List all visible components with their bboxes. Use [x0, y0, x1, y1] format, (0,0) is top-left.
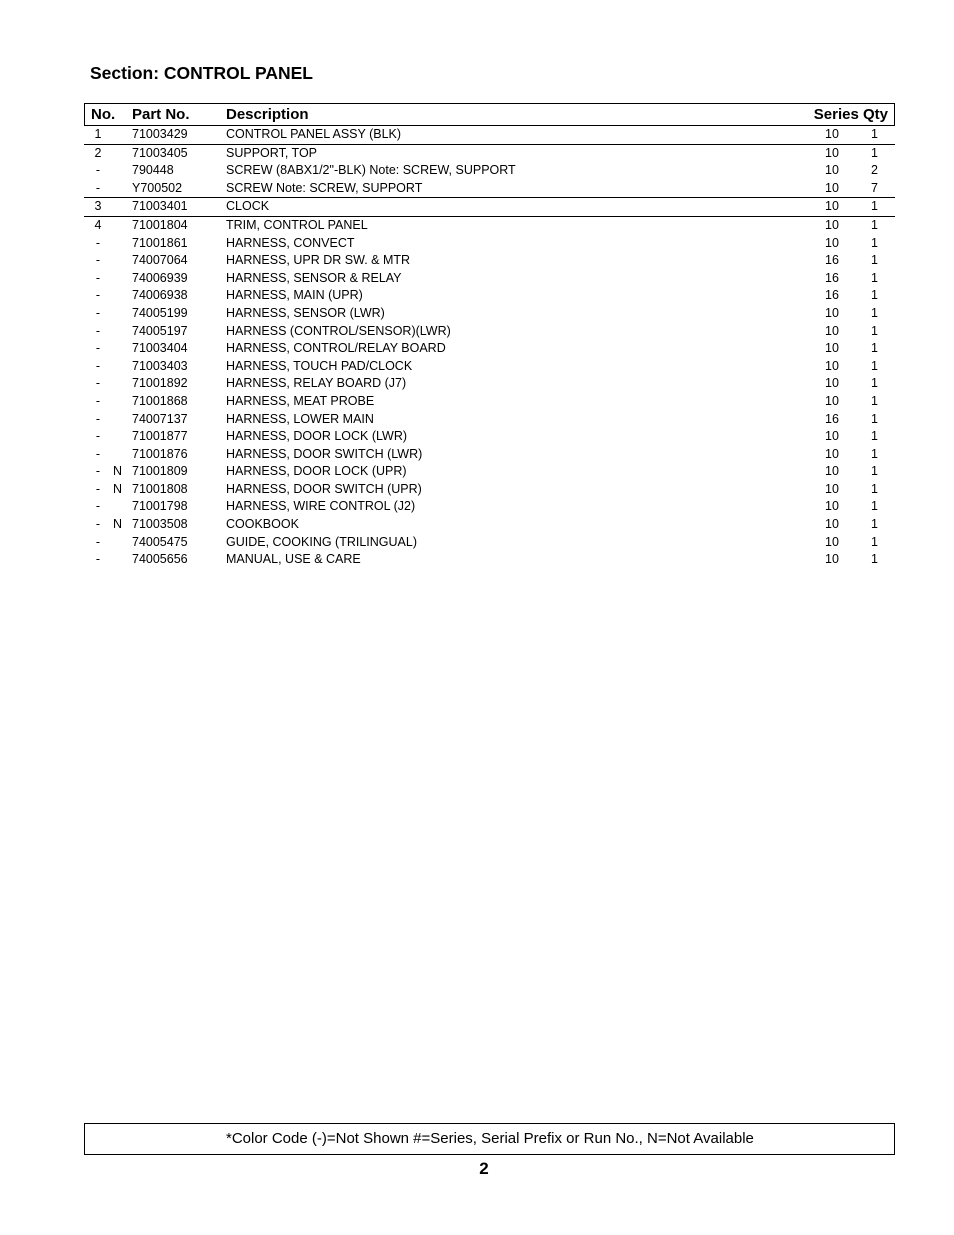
quantity: 1	[871, 199, 878, 214]
header-description: Description	[226, 106, 309, 123]
item-number: -	[95, 499, 101, 514]
description: GUIDE, COOKING (TRILINGUAL)	[226, 534, 417, 549]
item-number: -	[95, 376, 101, 391]
table-row	[84, 463, 895, 481]
quantity: 1	[871, 305, 878, 320]
series: 10	[825, 323, 839, 338]
series: 10	[825, 217, 839, 232]
table-row	[84, 197, 895, 216]
description: HARNESS, DOOR SWITCH (LWR)	[226, 446, 423, 461]
series: 10	[825, 180, 839, 195]
description: COOKBOOK	[226, 517, 299, 532]
series: 10	[825, 446, 839, 461]
series: 10	[825, 499, 839, 514]
part-number: 71003508	[132, 517, 188, 532]
table-row	[84, 180, 895, 198]
quantity: 1	[871, 481, 878, 496]
description: CLOCK	[226, 199, 270, 214]
part-number: 71003401	[132, 199, 188, 214]
quantity: 1	[871, 358, 878, 373]
part-number: 74005656	[132, 552, 188, 567]
description: HARNESS, CONTROL/RELAY BOARD	[226, 341, 446, 356]
series: 10	[825, 199, 839, 214]
table-row	[84, 216, 895, 235]
series: 10	[825, 358, 839, 373]
item-number: -	[95, 411, 101, 426]
series: 16	[825, 270, 839, 285]
item-number: -	[95, 253, 101, 268]
series: 10	[825, 517, 839, 532]
item-number: -	[95, 446, 101, 461]
description: HARNESS, UPR DR SW. & MTR	[226, 253, 411, 268]
part-number: 71003403	[132, 358, 188, 373]
description: TRIM, CONTROL PANEL	[226, 217, 368, 232]
item-number: -	[95, 552, 101, 567]
item-number: 4	[94, 217, 102, 232]
quantity: 1	[871, 552, 878, 567]
series: 16	[825, 411, 839, 426]
quantity: 1	[871, 376, 878, 391]
quantity: 1	[871, 429, 878, 444]
series: 10	[825, 552, 839, 567]
part-number: 74006938	[132, 288, 188, 303]
table-row	[84, 428, 895, 446]
description: HARNESS, DOOR SWITCH (UPR)	[226, 481, 422, 496]
part-number: 71001804	[132, 217, 188, 232]
table-row	[84, 162, 895, 180]
description: HARNESS, DOOR LOCK (LWR)	[226, 429, 408, 444]
parts-table	[84, 103, 895, 569]
table-row	[84, 270, 895, 288]
description: HARNESS, MAIN (UPR)	[226, 288, 363, 303]
part-number: 71003405	[132, 145, 188, 160]
availability-flag: N	[113, 481, 123, 496]
series: 10	[825, 464, 839, 479]
table-body	[84, 126, 895, 569]
description: HARNESS, RELAY BOARD (J7)	[226, 376, 407, 391]
table-row	[84, 375, 895, 393]
quantity: 1	[871, 499, 878, 514]
table-row	[84, 323, 895, 341]
quantity: 1	[871, 341, 878, 356]
part-number: 74007137	[132, 411, 188, 426]
table-row	[84, 126, 895, 144]
part-number: 74005197	[132, 323, 188, 338]
item-number: -	[95, 180, 101, 195]
table-row	[84, 498, 895, 516]
series: 10	[825, 481, 839, 496]
quantity: 1	[871, 127, 878, 141]
description: HARNESS, CONVECT	[226, 235, 355, 250]
table-row	[84, 534, 895, 552]
series: 10	[825, 145, 839, 160]
header-series-qty: Series Qty	[813, 106, 888, 123]
part-number: 71001808	[132, 481, 188, 496]
item-number: -	[95, 358, 101, 373]
quantity: 1	[871, 217, 878, 232]
availability-flag: N	[113, 464, 123, 479]
quantity: 2	[871, 163, 878, 178]
item-number: -	[95, 429, 101, 444]
quantity: 1	[871, 270, 878, 285]
item-number: 3	[94, 199, 102, 214]
table-row	[84, 393, 895, 411]
table-row	[84, 358, 895, 376]
header-part-no: Part No.	[132, 106, 190, 123]
item-number: -	[95, 270, 101, 285]
description: HARNESS, LOWER MAIN	[226, 411, 374, 426]
part-number: 71003404	[132, 341, 188, 356]
part-number: 71001868	[132, 393, 188, 408]
item-number: -	[95, 305, 101, 320]
description: HARNESS, WIRE CONTROL (J2)	[226, 499, 416, 514]
description: SCREW (8ABX1/2"-BLK) Note: SCREW, SUPPORT	[226, 163, 516, 178]
series: 10	[825, 305, 839, 320]
section-title: Section: CONTROL PANEL	[90, 63, 313, 83]
description: CONTROL PANEL ASSY (BLK)	[226, 127, 402, 141]
item-number: -	[95, 481, 101, 496]
part-number: 71001861	[132, 235, 188, 250]
description: SCREW Note: SCREW, SUPPORT	[226, 180, 423, 195]
quantity: 1	[871, 411, 878, 426]
table-row	[84, 305, 895, 323]
part-number: 71001798	[132, 499, 188, 514]
table-row	[84, 516, 895, 534]
item-number: -	[95, 163, 101, 178]
header-no: No.	[91, 106, 116, 123]
part-number: 71003429	[132, 127, 188, 141]
quantity: 1	[871, 534, 878, 549]
description: HARNESS, SENSOR & RELAY	[226, 270, 402, 285]
series: 10	[825, 429, 839, 444]
series: 10	[825, 163, 839, 178]
item-number: -	[95, 534, 101, 549]
description: MANUAL, USE & CARE	[226, 552, 361, 567]
part-number: 74005475	[132, 534, 188, 549]
quantity: 1	[871, 393, 878, 408]
item-number: -	[95, 393, 101, 408]
table-row	[84, 551, 895, 569]
item-number: -	[95, 235, 101, 250]
quantity: 1	[871, 446, 878, 461]
quantity: 1	[871, 517, 878, 532]
series: 10	[825, 341, 839, 356]
part-number: 74005199	[132, 305, 188, 320]
part-number: 74007064	[132, 253, 188, 268]
series: 16	[825, 288, 839, 303]
item-number: -	[95, 323, 101, 338]
series: 10	[825, 235, 839, 250]
quantity: 7	[871, 180, 878, 195]
table-row	[84, 481, 895, 499]
item-number: -	[95, 341, 101, 356]
quantity: 1	[871, 253, 878, 268]
legend-box	[84, 1123, 895, 1155]
description: HARNESS, MEAT PROBE	[226, 393, 375, 408]
quantity: 1	[871, 288, 878, 303]
availability-flag: N	[113, 517, 123, 532]
series: 10	[825, 534, 839, 549]
part-number: 74006939	[132, 270, 188, 285]
item-number: -	[95, 464, 101, 479]
table-row	[84, 411, 895, 429]
table-row	[84, 144, 895, 163]
quantity: 1	[871, 235, 878, 250]
part-number: Y700502	[132, 180, 183, 195]
table-row	[84, 252, 895, 270]
part-number: 71001809	[132, 464, 188, 479]
part-number: 71001892	[132, 376, 188, 391]
series: 10	[825, 376, 839, 391]
item-number: -	[95, 288, 101, 303]
table-row	[84, 340, 895, 358]
item-number: 2	[94, 145, 102, 160]
description: HARNESS, TOUCH PAD/CLOCK	[226, 358, 413, 373]
part-number: 71001876	[132, 446, 188, 461]
legend-text: *Color Code (-)=Not Shown #=Series, Serial Prefix or Run No., N=Not Available	[226, 1130, 754, 1147]
table-header	[84, 103, 895, 126]
table-row	[84, 287, 895, 305]
item-number: -	[95, 517, 101, 532]
quantity: 1	[871, 145, 878, 160]
part-number: 71001877	[132, 429, 188, 444]
quantity: 1	[871, 464, 878, 479]
series: 16	[825, 253, 839, 268]
table-row	[84, 235, 895, 253]
series: 10	[825, 127, 839, 141]
item-number: 1	[94, 127, 102, 141]
description: HARNESS (CONTROL/SENSOR)(LWR)	[226, 323, 451, 338]
description: HARNESS, SENSOR (LWR)	[226, 305, 385, 320]
part-number: 790448	[132, 163, 174, 178]
table-row	[84, 446, 895, 464]
page-number: 2	[479, 1159, 489, 1178]
description: HARNESS, DOOR LOCK (UPR)	[226, 464, 407, 479]
description: SUPPORT, TOP	[226, 145, 318, 160]
series: 10	[825, 393, 839, 408]
quantity: 1	[871, 323, 878, 338]
